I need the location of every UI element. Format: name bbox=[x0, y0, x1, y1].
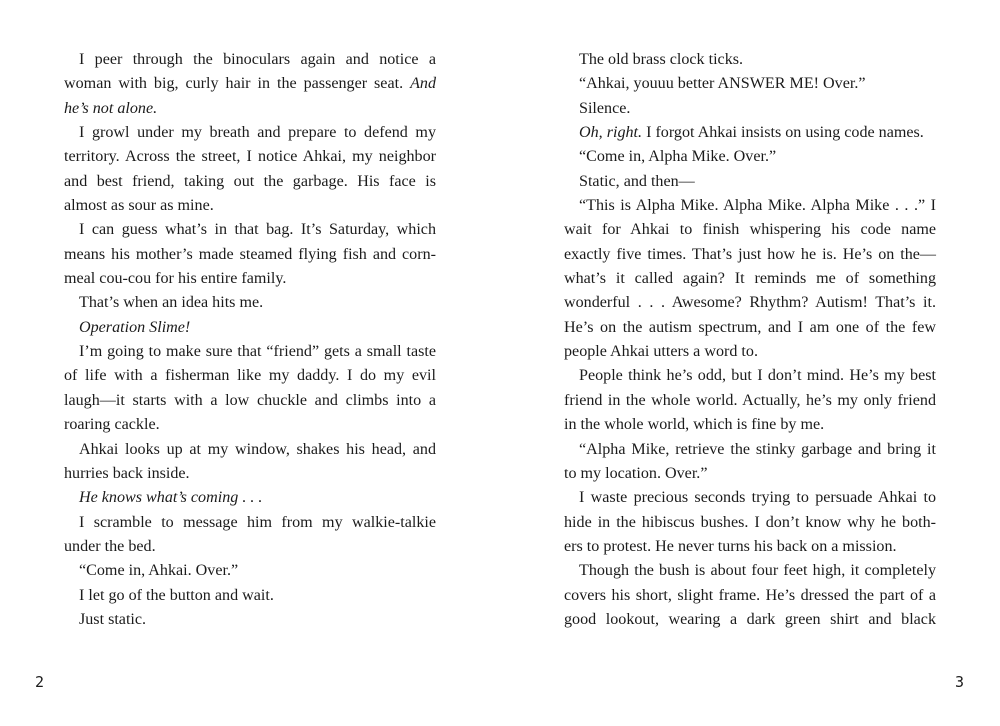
text-line bbox=[564, 72, 936, 96]
line-text: I forgot Ahkai insists on using code names. bbox=[642, 124, 924, 142]
left-page-text bbox=[64, 48, 436, 632]
line-text: of life with a fisherman like my daddy. I do my evil bbox=[64, 367, 436, 385]
text-line bbox=[64, 462, 436, 486]
text-line bbox=[64, 389, 436, 413]
text-line bbox=[564, 438, 936, 462]
line-text: I peer through the binoculars again and notice a bbox=[79, 51, 436, 68]
line-text: good lookout, wearing a dark green shirt and black bbox=[564, 610, 936, 628]
text-line bbox=[64, 511, 436, 535]
line-text: Though the bush is about four feet high, it completely bbox=[579, 562, 936, 580]
italic-text: he’s not alone. bbox=[64, 99, 158, 117]
line-text: Just static. bbox=[79, 610, 147, 628]
line-text: exactly five times. That’s just how he is. He’s on the— bbox=[564, 245, 936, 263]
line-text: woman with big, curly hair in the passenger seat. bbox=[64, 75, 411, 93]
text-line bbox=[564, 340, 936, 364]
text-line bbox=[564, 608, 936, 632]
text-line bbox=[564, 559, 936, 583]
line-text: Ahkai looks up at my window, shakes his head, and bbox=[79, 440, 436, 458]
right-page-text bbox=[564, 48, 936, 632]
line-text: laugh—it starts with a low chuckle and climbs into a bbox=[64, 391, 436, 409]
text-line bbox=[64, 535, 436, 559]
text-line bbox=[64, 438, 436, 462]
line-text: I growl under my breath and prepare to defend my bbox=[79, 124, 436, 142]
line-text: what’s it called again? It reminds me of something bbox=[564, 270, 936, 288]
line-text: I waste precious seconds trying to persuade Ahkai to bbox=[579, 489, 936, 507]
text-line bbox=[564, 48, 936, 72]
line-text: The old brass clock ticks. bbox=[579, 51, 744, 68]
line-text: roaring cackle. bbox=[64, 416, 160, 434]
line-text: “This is Alpha Mike. Alpha Mike. Alpha Mike . . .” I bbox=[579, 197, 936, 215]
line-text: “Ahkai, youuu better ANSWER ME! Over.” bbox=[579, 75, 866, 93]
italic-text: And bbox=[410, 75, 436, 93]
line-text: “Alpha Mike, retrieve the stinky garbage and bring it bbox=[579, 440, 936, 458]
text-line bbox=[564, 194, 936, 218]
line-text: I scramble to message him from my walkie-talkie bbox=[79, 513, 436, 531]
text-line bbox=[64, 316, 436, 340]
text-line bbox=[64, 194, 436, 218]
line-text: hurries back inside. bbox=[64, 464, 190, 482]
text-line bbox=[64, 291, 436, 315]
italic-text: Operation Slime! bbox=[79, 318, 191, 336]
page-number-right: 3 bbox=[955, 673, 965, 691]
text-line bbox=[564, 267, 936, 291]
text-line bbox=[64, 413, 436, 437]
text-line bbox=[64, 608, 436, 632]
line-text: means his mother’s made steamed flying fish and corn- bbox=[64, 245, 436, 263]
text-line bbox=[64, 340, 436, 364]
text-line bbox=[564, 511, 936, 535]
text-line bbox=[64, 121, 436, 145]
line-text: in the whole world, which is fine by me. bbox=[564, 416, 825, 434]
text-line bbox=[64, 267, 436, 291]
line-text: hide in the hibiscus bushes. I don’t know why he both- bbox=[564, 513, 936, 531]
line-text: wonderful . . . Awesome? Rhythm? Autism! That’s it. bbox=[564, 294, 936, 312]
line-text: people Ahkai utters a word to. bbox=[564, 343, 758, 361]
text-line bbox=[64, 559, 436, 583]
line-text: I let go of the button and wait. bbox=[79, 586, 274, 604]
text-line bbox=[64, 48, 436, 72]
line-text: covers his short, slight frame. He’s dressed the part of a bbox=[564, 586, 936, 604]
text-line bbox=[64, 170, 436, 194]
text-line bbox=[64, 97, 436, 121]
line-text: People think he’s odd, but I don’t mind. He’s my best bbox=[579, 367, 936, 385]
text-line bbox=[64, 145, 436, 169]
text-line bbox=[564, 97, 936, 121]
page-number-left: 2 bbox=[35, 673, 45, 691]
line-text: ers to protest. He never turns his back on a mission. bbox=[564, 537, 897, 555]
text-line bbox=[64, 584, 436, 608]
text-line bbox=[564, 584, 936, 608]
text-line bbox=[564, 462, 936, 486]
text-line bbox=[564, 121, 936, 145]
text-line bbox=[64, 243, 436, 267]
text-line bbox=[564, 218, 936, 242]
line-text: I can guess what’s in that bag. It’s Saturday, which bbox=[79, 221, 436, 239]
text-line bbox=[564, 243, 936, 267]
text-line bbox=[64, 72, 436, 96]
line-text: to my location. Over.” bbox=[564, 464, 708, 482]
line-text: almost as sour as mine. bbox=[64, 197, 214, 215]
line-text: “Come in, Ahkai. Over.” bbox=[79, 562, 239, 580]
text-line bbox=[564, 486, 936, 510]
line-text: friend in the whole world. Actually, he’s my only friend bbox=[564, 391, 936, 409]
italic-text: Oh, right. bbox=[579, 124, 643, 142]
text-line bbox=[564, 535, 936, 559]
text-line bbox=[564, 364, 936, 388]
text-line bbox=[64, 218, 436, 242]
text-line bbox=[64, 486, 436, 510]
line-text: “Come in, Alpha Mike. Over.” bbox=[579, 148, 777, 166]
text-line bbox=[564, 389, 936, 413]
text-line bbox=[564, 316, 936, 340]
line-text: He’s on the autism spectrum, and I am one of the few bbox=[564, 318, 936, 336]
line-text: and best friend, taking out the garbage. His face is bbox=[64, 172, 436, 190]
line-text: meal cou-cou for his entire family. bbox=[64, 270, 287, 288]
text-line bbox=[564, 145, 936, 169]
text-line bbox=[564, 413, 936, 437]
line-text: Static, and then— bbox=[579, 172, 695, 190]
line-text: I’m going to make sure that “friend” gets a small taste bbox=[79, 343, 436, 361]
text-line bbox=[564, 170, 936, 194]
italic-text: He knows what’s coming . . . bbox=[79, 489, 263, 507]
text-line bbox=[64, 364, 436, 388]
line-text: under the bed. bbox=[64, 537, 156, 555]
line-text: territory. Across the street, I notice Ahkai, my neighbor bbox=[64, 148, 436, 166]
line-text: wait for Ahkai to finish whispering his code name bbox=[564, 221, 936, 239]
line-text: That’s when an idea hits me. bbox=[79, 294, 264, 312]
line-text: Silence. bbox=[579, 99, 631, 117]
text-line bbox=[564, 291, 936, 315]
